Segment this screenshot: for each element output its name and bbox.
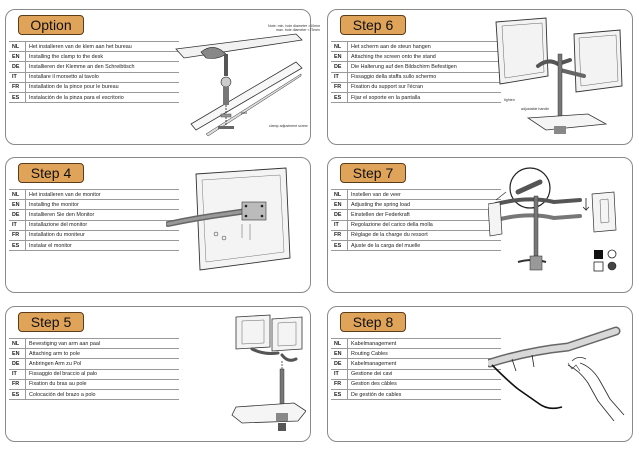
instruction-text: Regolazione del carico della molla [348, 220, 502, 230]
language-code: EN [331, 200, 348, 210]
table-row [9, 220, 179, 230]
language-code: EN [331, 349, 348, 359]
panel-title: Step 6 [340, 15, 406, 35]
language-table [331, 189, 501, 251]
table-row [331, 72, 501, 82]
instruction-text: Routing Cables [348, 349, 502, 359]
language-code: ES [331, 389, 348, 399]
language-code: DE [9, 210, 26, 220]
desk-clamp-illustration [166, 14, 306, 140]
table-row [9, 82, 179, 92]
table-row [331, 359, 501, 369]
table-row [331, 190, 501, 200]
panel-title: Option [18, 15, 84, 35]
language-code: NL [9, 339, 26, 349]
instruction-text: Installing the clamp to the desk [26, 52, 180, 62]
instruction-text: Attaching arm to pole [26, 349, 180, 359]
table-row [9, 359, 179, 369]
table-row [331, 52, 501, 62]
table-row [9, 42, 179, 52]
pad-label: pad [241, 111, 247, 115]
panel-title: Step 8 [340, 312, 406, 332]
language-code: FR [9, 379, 26, 389]
instruction-text: Fijar el soporte en la pantalla [348, 92, 502, 102]
instruction-text: Colocación del brazo a polo [26, 389, 180, 399]
language-code: EN [9, 349, 26, 359]
instruction-text: Installieren der Klemme an den Schreibtisch [26, 62, 180, 72]
language-code: IT [9, 369, 26, 379]
instruction-text: Adjusting the spring load [348, 200, 502, 210]
language-code: FR [9, 82, 26, 92]
table-row [331, 82, 501, 92]
table-row [331, 349, 501, 359]
hole-diameter-note: Note: min. hole diameter >10mm [268, 24, 321, 28]
hole-diameter-note-max: max. hole diameter <75mm [276, 28, 320, 32]
table-row [9, 92, 179, 102]
table-row [9, 240, 179, 250]
instruction-text: Installation du moniteur [26, 230, 180, 240]
table-row [331, 339, 501, 349]
table-row [331, 389, 501, 399]
language-code: DE [331, 62, 348, 72]
instruction-text: Het installeren van de klem aan het bureau [26, 42, 180, 52]
table-row [331, 230, 501, 240]
clamp-screw-label: clamp adjustment screw [269, 124, 308, 128]
instruction-text: Installieren Sie den Monitor [26, 210, 180, 220]
instruction-text: Instellen van de veer [348, 190, 502, 200]
language-code: DE [9, 62, 26, 72]
language-table [9, 338, 179, 400]
language-code: FR [9, 230, 26, 240]
language-code: IT [331, 220, 348, 230]
instruction-text: Réglage de la charge du ressort [348, 230, 502, 240]
table-row [9, 190, 179, 200]
language-table [331, 338, 501, 400]
table-row [9, 379, 179, 389]
table-row [331, 220, 501, 230]
language-code: IT [9, 220, 26, 230]
desk-clamp-drawing [166, 14, 306, 140]
instruction-text: Installazione del monitor [26, 220, 180, 230]
language-table [9, 189, 179, 251]
instruction-text: Kabelmanagement [348, 339, 502, 349]
language-code: ES [331, 92, 348, 102]
instruction-text: Installation de la pince pour le bureau [26, 82, 180, 92]
language-code: NL [9, 190, 26, 200]
panel-title: Step 4 [18, 163, 84, 183]
language-code: DE [331, 210, 348, 220]
table-row [9, 389, 179, 399]
table-row [9, 52, 179, 62]
table-row [9, 200, 179, 210]
instruction-text: Het scherm aan de steun hangen [348, 42, 502, 52]
table-row [331, 210, 501, 220]
instruction-text: Gestione dei cavi [348, 369, 502, 379]
language-code: EN [9, 52, 26, 62]
language-code: DE [331, 359, 348, 369]
language-code: NL [331, 190, 348, 200]
instruction-text: Attaching the screen onto the stand [348, 52, 502, 62]
instruction-text: Fixation du support sur l'écran [348, 82, 502, 92]
instruction-text: Kabelmanagement [348, 359, 502, 369]
instruction-text: Ajuste de la carga del muelle [348, 240, 502, 250]
spring-adjust-drawing [488, 162, 628, 288]
arm-to-pole-illustration [166, 311, 306, 437]
table-row [331, 92, 501, 102]
instruction-text: Fissaggio della staffa sullo schermo [348, 72, 502, 82]
panel-title: Step 7 [340, 163, 406, 183]
panel-step-8 [327, 306, 633, 442]
instruction-text: Installing the monitor [26, 200, 180, 210]
table-row [9, 369, 179, 379]
language-code: ES [9, 92, 26, 102]
instruction-text: Instalación de la pinza para el escritorio [26, 92, 180, 102]
table-row [9, 339, 179, 349]
language-code: ES [9, 389, 26, 399]
language-code: NL [9, 42, 26, 52]
panel-step-4 [5, 157, 311, 293]
instruction-text: Fixation du bras au pole [26, 379, 180, 389]
instruction-text: Gestion des câbles [348, 379, 502, 389]
table-row [331, 379, 501, 389]
table-row [331, 200, 501, 210]
monitor-stand-drawing [488, 14, 628, 140]
table-row [9, 62, 179, 72]
panel-step-6 [327, 9, 633, 145]
instruction-text: Anbringen Arm zu Pol [26, 359, 180, 369]
language-code: DE [9, 359, 26, 369]
table-row [9, 72, 179, 82]
language-code: FR [331, 82, 348, 92]
table-row [9, 230, 179, 240]
language-code: IT [331, 72, 348, 82]
panel-title: Step 5 [18, 312, 84, 332]
instruction-text: Einstellen der Federkraft [348, 210, 502, 220]
cable-routing-illustration [488, 311, 628, 437]
adjustable-handle-label: adjustable handle [521, 107, 550, 111]
language-code: FR [331, 379, 348, 389]
arm-to-pole-drawing [166, 311, 306, 437]
table-row [331, 369, 501, 379]
language-code: EN [9, 200, 26, 210]
language-code: ES [331, 240, 348, 250]
instruction-text: Installare il morsetto al tavolo [26, 72, 180, 82]
language-code: ES [9, 240, 26, 250]
spring-adjust-illustration [488, 162, 628, 288]
instruction-text: De gestión de cables [348, 389, 502, 399]
instruction-text: Bevestiging van arm aan paal [26, 339, 180, 349]
panel-step-5 [5, 306, 311, 442]
monitor-install-drawing [166, 162, 306, 288]
panel-option [5, 9, 321, 145]
language-code: FR [331, 230, 348, 240]
panel-step-7 [327, 157, 633, 293]
language-code: IT [9, 72, 26, 82]
instruction-text: Instalar el monitor [26, 240, 180, 250]
cable-routing-drawing [488, 311, 628, 437]
table-row [9, 210, 179, 220]
instruction-text: Die Halterung auf den Bildschirm Befestigen [348, 62, 502, 72]
tighten-label: tighten [504, 98, 515, 102]
language-table [331, 41, 501, 103]
instruction-text: Fissaggio del braccio al palo [26, 369, 180, 379]
monitor-install-illustration [166, 162, 306, 288]
language-code: NL [331, 339, 348, 349]
language-table [9, 41, 179, 103]
table-row [331, 240, 501, 250]
instruction-text: Het installeren van de monitor [26, 190, 180, 200]
table-row [331, 62, 501, 72]
monitor-stand-illustration [488, 14, 628, 140]
table-row [331, 42, 501, 52]
language-code: IT [331, 369, 348, 379]
table-row [9, 349, 179, 359]
language-code: NL [331, 42, 348, 52]
language-code: EN [331, 52, 348, 62]
